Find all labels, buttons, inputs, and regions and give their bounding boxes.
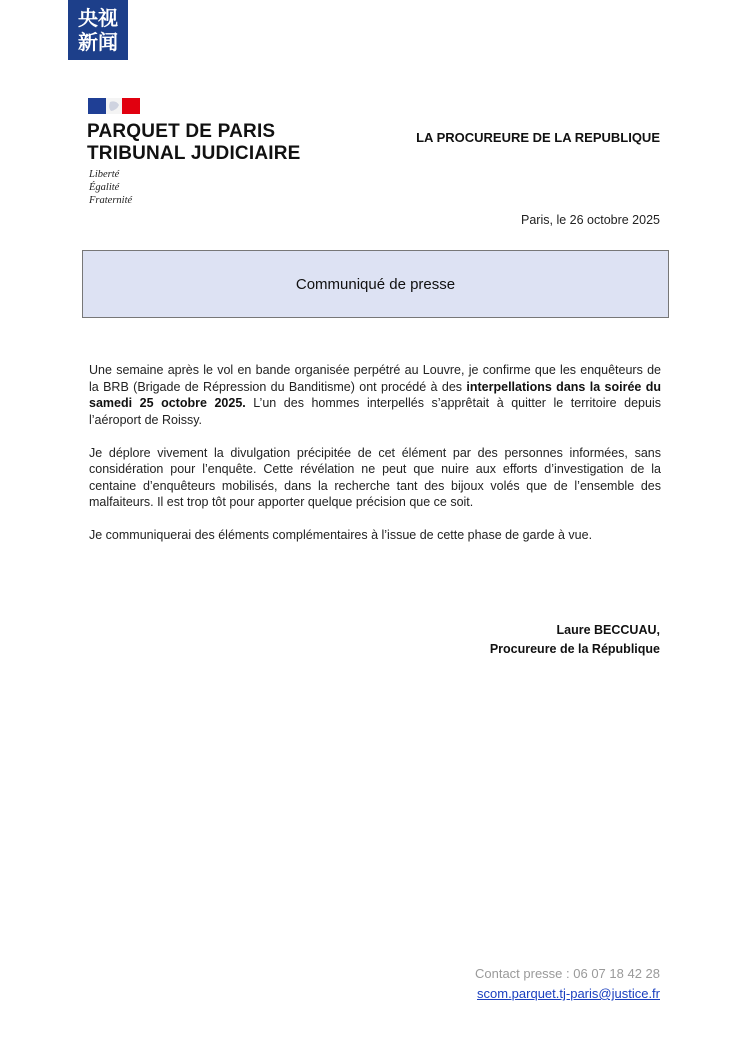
paragraph-1-text-b: L’un des hommes interpellés s’apprêtait à quitter le territoire depuis l’aéroport de Roissy. <box>89 396 661 427</box>
press-release-title: Communiqué de presse <box>295 275 456 293</box>
motto-egalite: Égalité <box>89 182 120 193</box>
signatory-role: Procureure de la République <box>489 642 660 656</box>
motto-liberte: Liberté <box>89 169 120 180</box>
procureure-title: LA PROCUREURE DE LA REPUBLIQUE <box>416 130 660 145</box>
paragraph-2 <box>89 445 661 511</box>
document-date: Paris, le 26 octobre 2025 <box>521 213 660 227</box>
cctv-news-watermark <box>68 0 128 60</box>
marianne-flag-logo <box>88 96 140 116</box>
org-name-line1: PARQUET DE PARIS <box>87 121 276 142</box>
press-release-banner <box>82 250 669 318</box>
paragraph-1-text-a: Une semaine après le vol en bande organisée perpétré au Louvre, je confirme que les enquêteurs de la BRB (Brigade de Répression du Banditisme) ont procédé à des <box>89 363 661 394</box>
press-contact <box>475 964 660 1004</box>
signatory-name: Laure BECCUAU, <box>556 623 660 637</box>
org-name-line2: TRIBUNAL JUDICIAIRE <box>87 143 301 164</box>
contact-phone: Contact presse : 06 07 18 42 28 <box>474 966 660 981</box>
signature-block <box>490 621 660 659</box>
watermark-line1: 央视 <box>78 6 118 30</box>
paragraph-3: Je communiquerai des éléments complémentaires à l’issue de cette phase de garde à vue. <box>89 528 593 542</box>
contact-email-link[interactable]: scom.parquet.tj-paris@justice.fr <box>477 986 660 1001</box>
paragraph-2-text-a: Je déplore vivement la divulgation précipitée de cet élément par des personnes informées, sans considération pour l’enquête. <box>89 445 661 476</box>
watermark-line2: 新闻 <box>78 30 118 54</box>
motto-fraternite: Fraternité <box>89 195 133 206</box>
paragraph-1 <box>89 362 661 428</box>
press-release-body <box>89 362 661 560</box>
paragraph-1-bold: interpellations dans la soirée du samedi 25 octobre 2025. <box>89 379 661 410</box>
paragraph-2-text-b: Cette révélation ne peut que nuire aux efforts d’investigation de la centaine d’enquêteurs mobilisés, dans la recherche tant des bijoux volés que de l’ensemble des malfaiteurs. Il est trop tôt pour apporter quelque précision que ce soit. <box>89 462 661 509</box>
